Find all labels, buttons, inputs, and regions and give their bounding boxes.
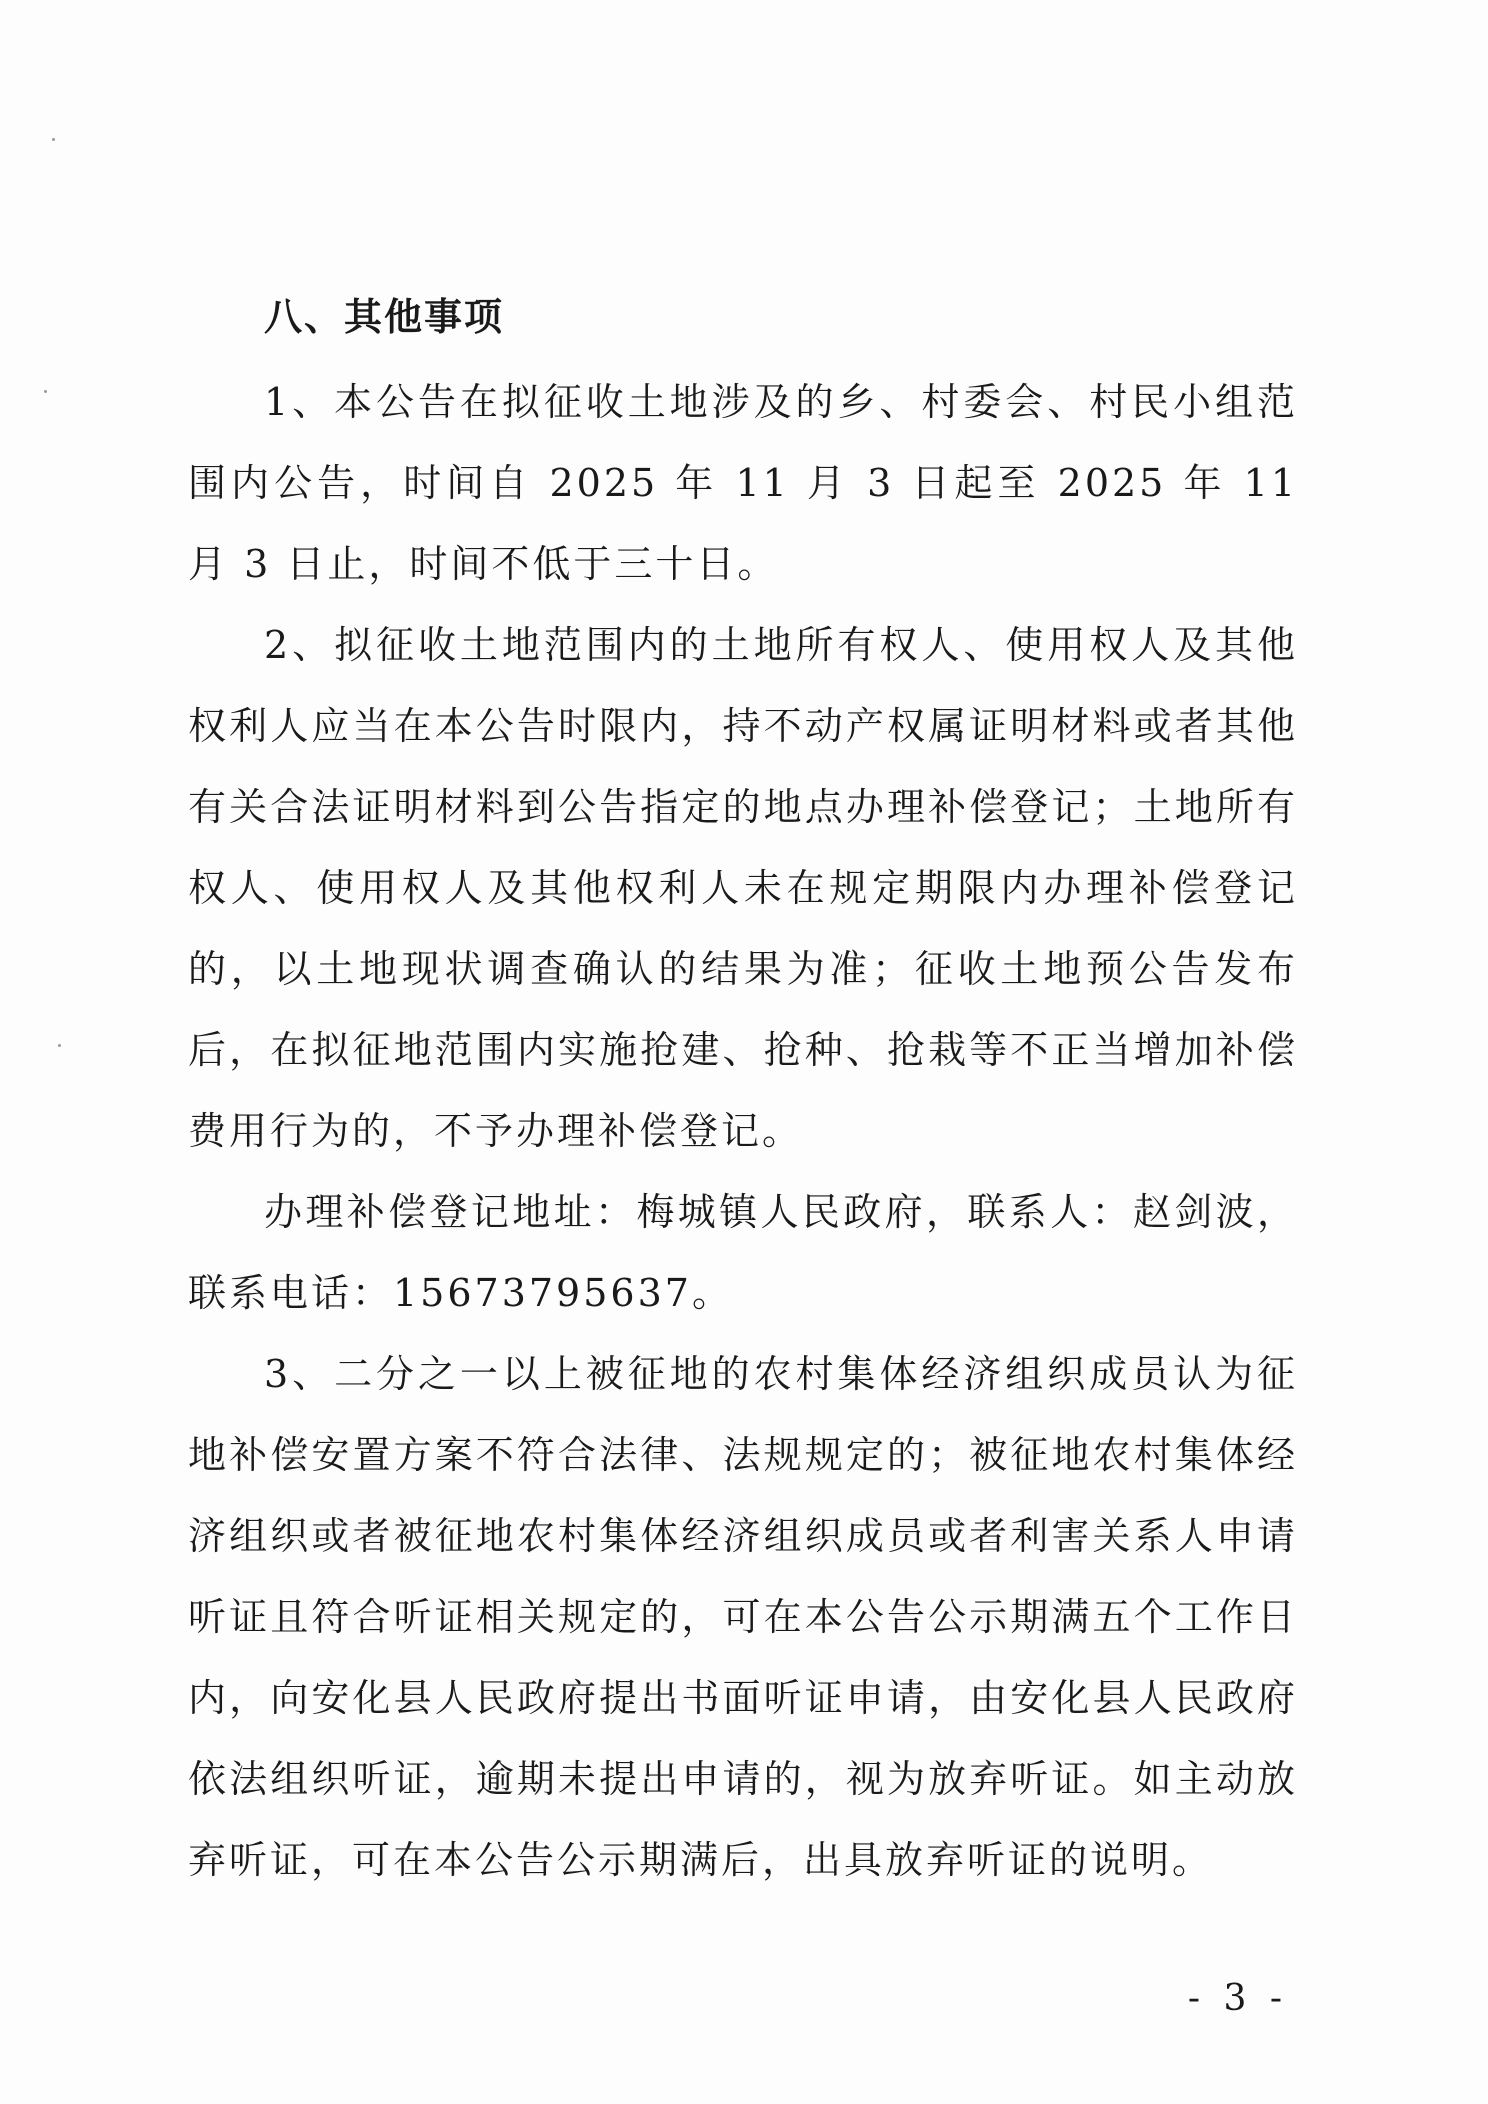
- scan-speck: [52, 138, 55, 141]
- page-number: - 3 -: [1187, 1978, 1288, 2019]
- scan-speck: [44, 390, 47, 393]
- document-body: [188, 268, 1298, 1901]
- scan-speck: [58, 1044, 61, 1047]
- item-paragraph-3: 3、二分之一以上被征地的农村集体经济组织成员认为征地补偿安置方案不符合法律、法规规定的；被征地农村集体经济组织或者被征地农村集体经济组织成员或者利害关系人申请听证且符合听证相关规定的，可在本公告公示期满五个工作日内，向安化县人民政府提出书面听证申请，由安化县人民政府依法组织听证，逾期未提出申请的，视为放弃听证。如主动放弃听证，可在本公告公示期满后，出具放弃听证的说明。: [188, 1352, 1298, 1882]
- item-paragraph-2: 2、拟征收土地范围内的土地所有权人、使用权人及其他权利人应当在本公告时限内，持不动产权属证明材料或者其他有关合法证明材料到公告指定的地点办理补偿登记；土地所有权人、使用权人及其他权利人未在规定期限内办理补偿登记的，以土地现状调查确认的结果为准；征收土地预公告发布后，在拟征地范围内实施抢建、抢种、抢栽等不正当增加补偿费用行为的，不予办理补偿登记。: [188, 623, 1298, 1153]
- section-heading: 八、其他事项: [264, 295, 505, 339]
- registration-address-paragraph: 办理补偿登记地址：梅城镇人民政府，联系人：赵剑波，联系电话：15673795637。: [188, 1190, 1298, 1315]
- item-paragraph-1: 1、本公告在拟征收土地涉及的乡、村委会、村民小组范围内公告，时间自 2025 年 11 月 3 日起至 2025 年 11 月 3 日止，时间不低于三十日。: [188, 380, 1298, 586]
